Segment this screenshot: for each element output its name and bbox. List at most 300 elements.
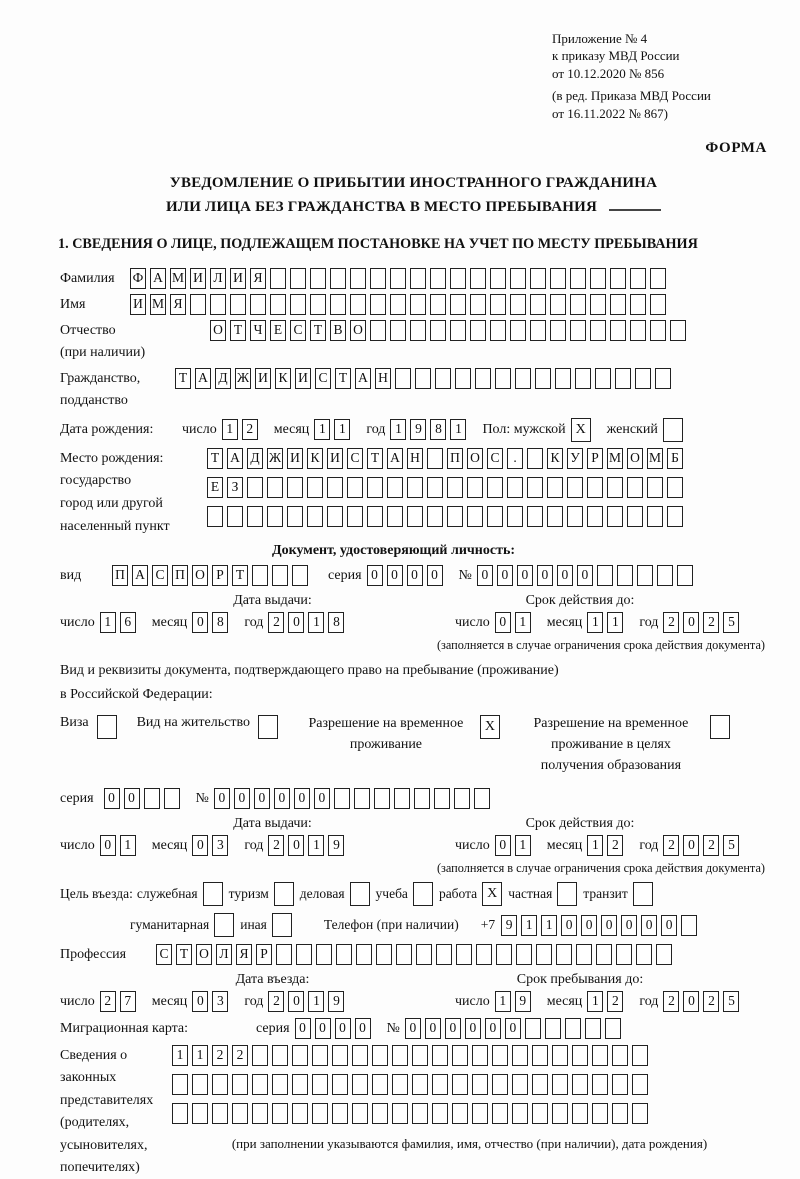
char-cell[interactable]: 9 — [328, 991, 344, 1012]
char-cell[interactable] — [412, 1074, 428, 1095]
char-cell[interactable] — [392, 1103, 408, 1124]
expiry-day-input[interactable] — [495, 612, 535, 633]
char-cell[interactable] — [387, 477, 403, 498]
char-cell[interactable]: 0 — [254, 788, 270, 809]
char-cell[interactable] — [432, 1103, 448, 1124]
char-cell[interactable] — [667, 506, 683, 527]
doc-kind-input[interactable] — [112, 565, 312, 586]
char-cell[interactable]: 0 — [425, 1018, 441, 1039]
char-cell[interactable]: 0 — [387, 565, 403, 586]
char-cell[interactable] — [590, 294, 606, 315]
char-cell[interactable]: 2 — [212, 1045, 228, 1066]
char-cell[interactable] — [450, 320, 466, 341]
char-cell[interactable] — [252, 1103, 268, 1124]
char-cell[interactable] — [472, 1103, 488, 1124]
char-cell[interactable] — [455, 368, 471, 389]
char-cell[interactable] — [495, 368, 511, 389]
char-cell[interactable]: 0 — [683, 991, 699, 1012]
char-cell[interactable] — [327, 477, 343, 498]
char-cell[interactable] — [632, 1074, 648, 1095]
char-cell[interactable] — [352, 1074, 368, 1095]
char-cell[interactable] — [492, 1074, 508, 1095]
char-cell[interactable] — [427, 448, 443, 469]
char-cell[interactable] — [434, 788, 450, 809]
char-cell[interactable] — [617, 565, 633, 586]
char-cell[interactable]: С — [156, 944, 172, 965]
residence-issue-day-input[interactable] — [100, 835, 140, 856]
char-cell[interactable]: Т — [176, 944, 192, 965]
doc-number-input[interactable] — [477, 565, 697, 586]
char-cell[interactable]: 0 — [445, 1018, 461, 1039]
char-cell[interactable]: 1 — [495, 991, 511, 1012]
char-cell[interactable]: 2 — [100, 991, 116, 1012]
char-cell[interactable]: 1 — [308, 991, 324, 1012]
char-cell[interactable] — [292, 1103, 308, 1124]
char-cell[interactable] — [390, 268, 406, 289]
char-cell[interactable] — [367, 477, 383, 498]
char-cell[interactable]: 3 — [212, 835, 228, 856]
char-cell[interactable]: 9 — [410, 419, 426, 440]
firstname-input[interactable] — [130, 294, 670, 315]
char-cell[interactable]: 2 — [607, 991, 623, 1012]
char-cell[interactable] — [585, 1018, 601, 1039]
phone-input[interactable] — [501, 915, 701, 936]
residence-expiry-day-input[interactable] — [495, 835, 535, 856]
char-cell[interactable] — [415, 368, 431, 389]
char-cell[interactable]: З — [227, 477, 243, 498]
issue-year-input[interactable] — [268, 612, 348, 633]
char-cell[interactable] — [290, 268, 306, 289]
char-cell[interactable] — [376, 944, 392, 965]
char-cell[interactable] — [414, 788, 430, 809]
char-cell[interactable]: И — [295, 368, 311, 389]
char-cell[interactable] — [450, 268, 466, 289]
char-cell[interactable] — [536, 944, 552, 965]
char-cell[interactable]: С — [290, 320, 306, 341]
residence-issue-year-input[interactable] — [268, 835, 348, 856]
char-cell[interactable] — [374, 788, 390, 809]
char-cell[interactable]: 0 — [683, 612, 699, 633]
char-cell[interactable]: 1 — [390, 419, 406, 440]
char-cell[interactable] — [190, 294, 206, 315]
char-cell[interactable] — [496, 944, 512, 965]
char-cell[interactable]: 9 — [328, 835, 344, 856]
char-cell[interactable] — [572, 1045, 588, 1066]
char-cell[interactable] — [332, 1074, 348, 1095]
char-cell[interactable] — [372, 1045, 388, 1066]
char-cell[interactable] — [597, 565, 613, 586]
char-cell[interactable] — [575, 368, 591, 389]
char-cell[interactable]: О — [192, 565, 208, 586]
char-cell[interactable] — [650, 294, 666, 315]
birth-month-input[interactable] — [314, 419, 354, 440]
char-cell[interactable] — [272, 565, 288, 586]
char-cell[interactable] — [475, 368, 491, 389]
char-cell[interactable]: 0 — [517, 565, 533, 586]
stay-day-input[interactable] — [495, 991, 535, 1012]
char-cell[interactable] — [390, 320, 406, 341]
entry-year-input[interactable] — [268, 991, 348, 1012]
char-cell[interactable]: 0 — [485, 1018, 501, 1039]
char-cell[interactable]: 9 — [501, 915, 517, 936]
char-cell[interactable]: Б — [667, 448, 683, 469]
char-cell[interactable]: 6 — [120, 612, 136, 633]
residence-permit-checkbox[interactable] — [258, 715, 278, 739]
char-cell[interactable]: 1 — [587, 991, 603, 1012]
char-cell[interactable]: 1 — [541, 915, 557, 936]
char-cell[interactable] — [232, 1074, 248, 1095]
temp-permit-checkbox[interactable]: X — [480, 715, 500, 739]
char-cell[interactable] — [596, 944, 612, 965]
char-cell[interactable] — [232, 1103, 248, 1124]
char-cell[interactable] — [476, 944, 492, 965]
birth-place-row3-input[interactable] — [207, 506, 687, 527]
char-cell[interactable] — [636, 944, 652, 965]
char-cell[interactable] — [452, 1103, 468, 1124]
char-cell[interactable] — [332, 1045, 348, 1066]
char-cell[interactable] — [252, 1045, 268, 1066]
char-cell[interactable] — [590, 268, 606, 289]
residence-series-input[interactable] — [104, 788, 184, 809]
char-cell[interactable] — [490, 320, 506, 341]
char-cell[interactable] — [276, 944, 292, 965]
char-cell[interactable] — [635, 368, 651, 389]
char-cell[interactable] — [430, 294, 446, 315]
char-cell[interactable] — [394, 788, 410, 809]
char-cell[interactable]: О — [467, 448, 483, 469]
char-cell[interactable] — [210, 294, 226, 315]
purpose-humanitarian-checkbox[interactable] — [214, 913, 234, 937]
char-cell[interactable] — [545, 1018, 561, 1039]
char-cell[interactable] — [647, 506, 663, 527]
char-cell[interactable]: И — [130, 294, 146, 315]
char-cell[interactable]: 1 — [515, 612, 531, 633]
char-cell[interactable] — [392, 1074, 408, 1095]
char-cell[interactable] — [572, 1103, 588, 1124]
char-cell[interactable]: 0 — [477, 565, 493, 586]
char-cell[interactable] — [350, 294, 366, 315]
char-cell[interactable] — [436, 944, 452, 965]
char-cell[interactable] — [296, 944, 312, 965]
char-cell[interactable]: 8 — [430, 419, 446, 440]
patronymic-input[interactable] — [210, 320, 690, 341]
edu-permit-checkbox[interactable] — [710, 715, 730, 739]
char-cell[interactable] — [350, 268, 366, 289]
char-cell[interactable] — [592, 1103, 608, 1124]
char-cell[interactable] — [164, 788, 180, 809]
stay-year-input[interactable] — [663, 991, 743, 1012]
char-cell[interactable]: 1 — [308, 612, 324, 633]
char-cell[interactable] — [527, 506, 543, 527]
char-cell[interactable] — [452, 1074, 468, 1095]
char-cell[interactable]: С — [315, 368, 331, 389]
char-cell[interactable]: И — [287, 448, 303, 469]
char-cell[interactable] — [474, 788, 490, 809]
char-cell[interactable] — [390, 294, 406, 315]
char-cell[interactable]: 5 — [723, 991, 739, 1012]
char-cell[interactable]: Е — [207, 477, 223, 498]
char-cell[interactable]: 0 — [214, 788, 230, 809]
char-cell[interactable] — [677, 565, 693, 586]
char-cell[interactable] — [247, 506, 263, 527]
char-cell[interactable] — [647, 477, 663, 498]
char-cell[interactable]: 2 — [232, 1045, 248, 1066]
char-cell[interactable] — [347, 506, 363, 527]
char-cell[interactable] — [632, 1103, 648, 1124]
char-cell[interactable] — [490, 268, 506, 289]
char-cell[interactable] — [292, 1045, 308, 1066]
char-cell[interactable] — [616, 944, 632, 965]
char-cell[interactable] — [515, 368, 531, 389]
surname-input[interactable] — [130, 268, 670, 289]
char-cell[interactable]: 1 — [222, 419, 238, 440]
char-cell[interactable] — [532, 1103, 548, 1124]
char-cell[interactable]: Я — [236, 944, 252, 965]
char-cell[interactable] — [250, 294, 266, 315]
purpose-tourism-checkbox[interactable] — [274, 882, 294, 906]
char-cell[interactable] — [492, 1045, 508, 1066]
char-cell[interactable] — [370, 294, 386, 315]
char-cell[interactable] — [252, 1074, 268, 1095]
char-cell[interactable]: К — [275, 368, 291, 389]
char-cell[interactable] — [307, 506, 323, 527]
profession-input[interactable] — [156, 944, 676, 965]
char-cell[interactable] — [607, 506, 623, 527]
char-cell[interactable]: 8 — [212, 612, 228, 633]
char-cell[interactable] — [407, 506, 423, 527]
char-cell[interactable] — [316, 944, 332, 965]
char-cell[interactable]: М — [607, 448, 623, 469]
char-cell[interactable] — [456, 944, 472, 965]
char-cell[interactable]: К — [547, 448, 563, 469]
char-cell[interactable] — [470, 268, 486, 289]
char-cell[interactable]: 2 — [703, 991, 719, 1012]
char-cell[interactable] — [367, 506, 383, 527]
char-cell[interactable] — [212, 1074, 228, 1095]
char-cell[interactable]: 0 — [192, 612, 208, 633]
char-cell[interactable] — [470, 320, 486, 341]
char-cell[interactable] — [567, 506, 583, 527]
legal-reps-row3-input[interactable] — [172, 1103, 652, 1124]
char-cell[interactable] — [432, 1074, 448, 1095]
char-cell[interactable]: 1 — [172, 1045, 188, 1066]
char-cell[interactable] — [570, 268, 586, 289]
char-cell[interactable]: Т — [232, 565, 248, 586]
char-cell[interactable] — [352, 1103, 368, 1124]
entry-month-input[interactable] — [192, 991, 232, 1012]
char-cell[interactable]: И — [327, 448, 343, 469]
char-cell[interactable] — [550, 294, 566, 315]
char-cell[interactable] — [410, 320, 426, 341]
char-cell[interactable] — [412, 1045, 428, 1066]
char-cell[interactable] — [492, 1103, 508, 1124]
char-cell[interactable] — [207, 506, 223, 527]
sex-male-checkbox[interactable]: X — [571, 418, 591, 442]
char-cell[interactable]: А — [387, 448, 403, 469]
char-cell[interactable] — [592, 1045, 608, 1066]
char-cell[interactable] — [490, 294, 506, 315]
char-cell[interactable] — [565, 1018, 581, 1039]
char-cell[interactable]: 0 — [192, 991, 208, 1012]
char-cell[interactable] — [270, 268, 286, 289]
char-cell[interactable] — [372, 1074, 388, 1095]
legal-reps-row1-input[interactable] — [172, 1045, 652, 1066]
purpose-work-checkbox[interactable]: X — [482, 882, 502, 906]
char-cell[interactable] — [472, 1074, 488, 1095]
char-cell[interactable] — [407, 477, 423, 498]
char-cell[interactable] — [570, 320, 586, 341]
char-cell[interactable] — [467, 477, 483, 498]
char-cell[interactable]: 2 — [663, 612, 679, 633]
char-cell[interactable]: О — [196, 944, 212, 965]
char-cell[interactable]: Е — [270, 320, 286, 341]
char-cell[interactable]: 1 — [334, 419, 350, 440]
char-cell[interactable] — [427, 506, 443, 527]
birth-year-input[interactable] — [390, 419, 470, 440]
char-cell[interactable]: 0 — [577, 565, 593, 586]
char-cell[interactable]: П — [447, 448, 463, 469]
char-cell[interactable] — [670, 320, 686, 341]
char-cell[interactable]: 1 — [607, 612, 623, 633]
char-cell[interactable]: О — [627, 448, 643, 469]
char-cell[interactable]: 3 — [212, 991, 228, 1012]
char-cell[interactable] — [212, 1103, 228, 1124]
char-cell[interactable]: 0 — [621, 915, 637, 936]
char-cell[interactable]: А — [355, 368, 371, 389]
char-cell[interactable]: 0 — [295, 1018, 311, 1039]
char-cell[interactable] — [172, 1074, 188, 1095]
visa-checkbox[interactable] — [97, 715, 117, 739]
char-cell[interactable]: Д — [215, 368, 231, 389]
char-cell[interactable]: С — [152, 565, 168, 586]
birth-day-input[interactable] — [222, 419, 262, 440]
char-cell[interactable] — [336, 944, 352, 965]
char-cell[interactable]: И — [255, 368, 271, 389]
char-cell[interactable]: 2 — [663, 991, 679, 1012]
migration-number-input[interactable] — [405, 1018, 625, 1039]
char-cell[interactable] — [292, 1074, 308, 1095]
char-cell[interactable]: Р — [212, 565, 228, 586]
char-cell[interactable] — [450, 294, 466, 315]
char-cell[interactable] — [550, 268, 566, 289]
char-cell[interactable] — [432, 1045, 448, 1066]
char-cell[interactable]: 0 — [234, 788, 250, 809]
char-cell[interactable] — [516, 944, 532, 965]
char-cell[interactable]: 0 — [497, 565, 513, 586]
char-cell[interactable]: 1 — [192, 1045, 208, 1066]
char-cell[interactable] — [630, 294, 646, 315]
purpose-business-checkbox[interactable] — [203, 882, 223, 906]
char-cell[interactable]: 0 — [561, 915, 577, 936]
char-cell[interactable]: М — [150, 294, 166, 315]
char-cell[interactable]: 1 — [515, 835, 531, 856]
purpose-commercial-checkbox[interactable] — [350, 882, 370, 906]
char-cell[interactable] — [427, 477, 443, 498]
expiry-month-input[interactable] — [587, 612, 627, 633]
char-cell[interactable] — [525, 1018, 541, 1039]
legal-reps-row2-input[interactable] — [172, 1074, 652, 1095]
migration-series-input[interactable] — [295, 1018, 375, 1039]
char-cell[interactable]: 0 — [601, 915, 617, 936]
char-cell[interactable] — [587, 506, 603, 527]
char-cell[interactable]: 1 — [521, 915, 537, 936]
char-cell[interactable] — [430, 268, 446, 289]
char-cell[interactable] — [352, 1045, 368, 1066]
char-cell[interactable]: 0 — [641, 915, 657, 936]
char-cell[interactable]: 0 — [495, 835, 511, 856]
char-cell[interactable] — [667, 477, 683, 498]
char-cell[interactable] — [454, 788, 470, 809]
char-cell[interactable]: 1 — [450, 419, 466, 440]
char-cell[interactable]: 0 — [288, 835, 304, 856]
char-cell[interactable] — [507, 477, 523, 498]
char-cell[interactable] — [347, 477, 363, 498]
char-cell[interactable]: 1 — [120, 835, 136, 856]
char-cell[interactable]: С — [487, 448, 503, 469]
char-cell[interactable] — [310, 268, 326, 289]
expiry-year-input[interactable] — [663, 612, 743, 633]
char-cell[interactable] — [395, 368, 411, 389]
char-cell[interactable] — [630, 268, 646, 289]
char-cell[interactable]: М — [170, 268, 186, 289]
char-cell[interactable]: 2 — [242, 419, 258, 440]
char-cell[interactable] — [550, 320, 566, 341]
char-cell[interactable]: 5 — [723, 612, 739, 633]
char-cell[interactable] — [312, 1074, 328, 1095]
char-cell[interactable] — [607, 477, 623, 498]
char-cell[interactable] — [330, 294, 346, 315]
char-cell[interactable]: 0 — [465, 1018, 481, 1039]
char-cell[interactable]: Р — [587, 448, 603, 469]
char-cell[interactable]: М — [647, 448, 663, 469]
residence-issue-month-input[interactable] — [192, 835, 232, 856]
char-cell[interactable] — [392, 1045, 408, 1066]
char-cell[interactable]: В — [330, 320, 346, 341]
char-cell[interactable] — [530, 320, 546, 341]
char-cell[interactable] — [287, 506, 303, 527]
char-cell[interactable] — [552, 1045, 568, 1066]
char-cell[interactable]: 0 — [661, 915, 677, 936]
char-cell[interactable]: 0 — [274, 788, 290, 809]
residence-number-input[interactable] — [214, 788, 494, 809]
char-cell[interactable]: 0 — [495, 612, 511, 633]
char-cell[interactable]: Л — [216, 944, 232, 965]
char-cell[interactable]: . — [507, 448, 523, 469]
char-cell[interactable] — [290, 294, 306, 315]
char-cell[interactable]: С — [347, 448, 363, 469]
char-cell[interactable]: 0 — [100, 835, 116, 856]
char-cell[interactable]: 0 — [405, 1018, 421, 1039]
char-cell[interactable]: 0 — [355, 1018, 371, 1039]
char-cell[interactable]: К — [307, 448, 323, 469]
char-cell[interactable]: А — [132, 565, 148, 586]
char-cell[interactable] — [610, 268, 626, 289]
char-cell[interactable] — [312, 1045, 328, 1066]
char-cell[interactable]: 2 — [663, 835, 679, 856]
char-cell[interactable] — [630, 320, 646, 341]
char-cell[interactable] — [287, 477, 303, 498]
char-cell[interactable] — [372, 1103, 388, 1124]
char-cell[interactable]: Я — [170, 294, 186, 315]
purpose-private-checkbox[interactable] — [557, 882, 577, 906]
char-cell[interactable]: 0 — [407, 565, 423, 586]
char-cell[interactable] — [354, 788, 370, 809]
char-cell[interactable] — [370, 320, 386, 341]
char-cell[interactable] — [512, 1045, 528, 1066]
char-cell[interactable] — [556, 944, 572, 965]
char-cell[interactable]: Я — [250, 268, 266, 289]
char-cell[interactable]: 1 — [587, 835, 603, 856]
